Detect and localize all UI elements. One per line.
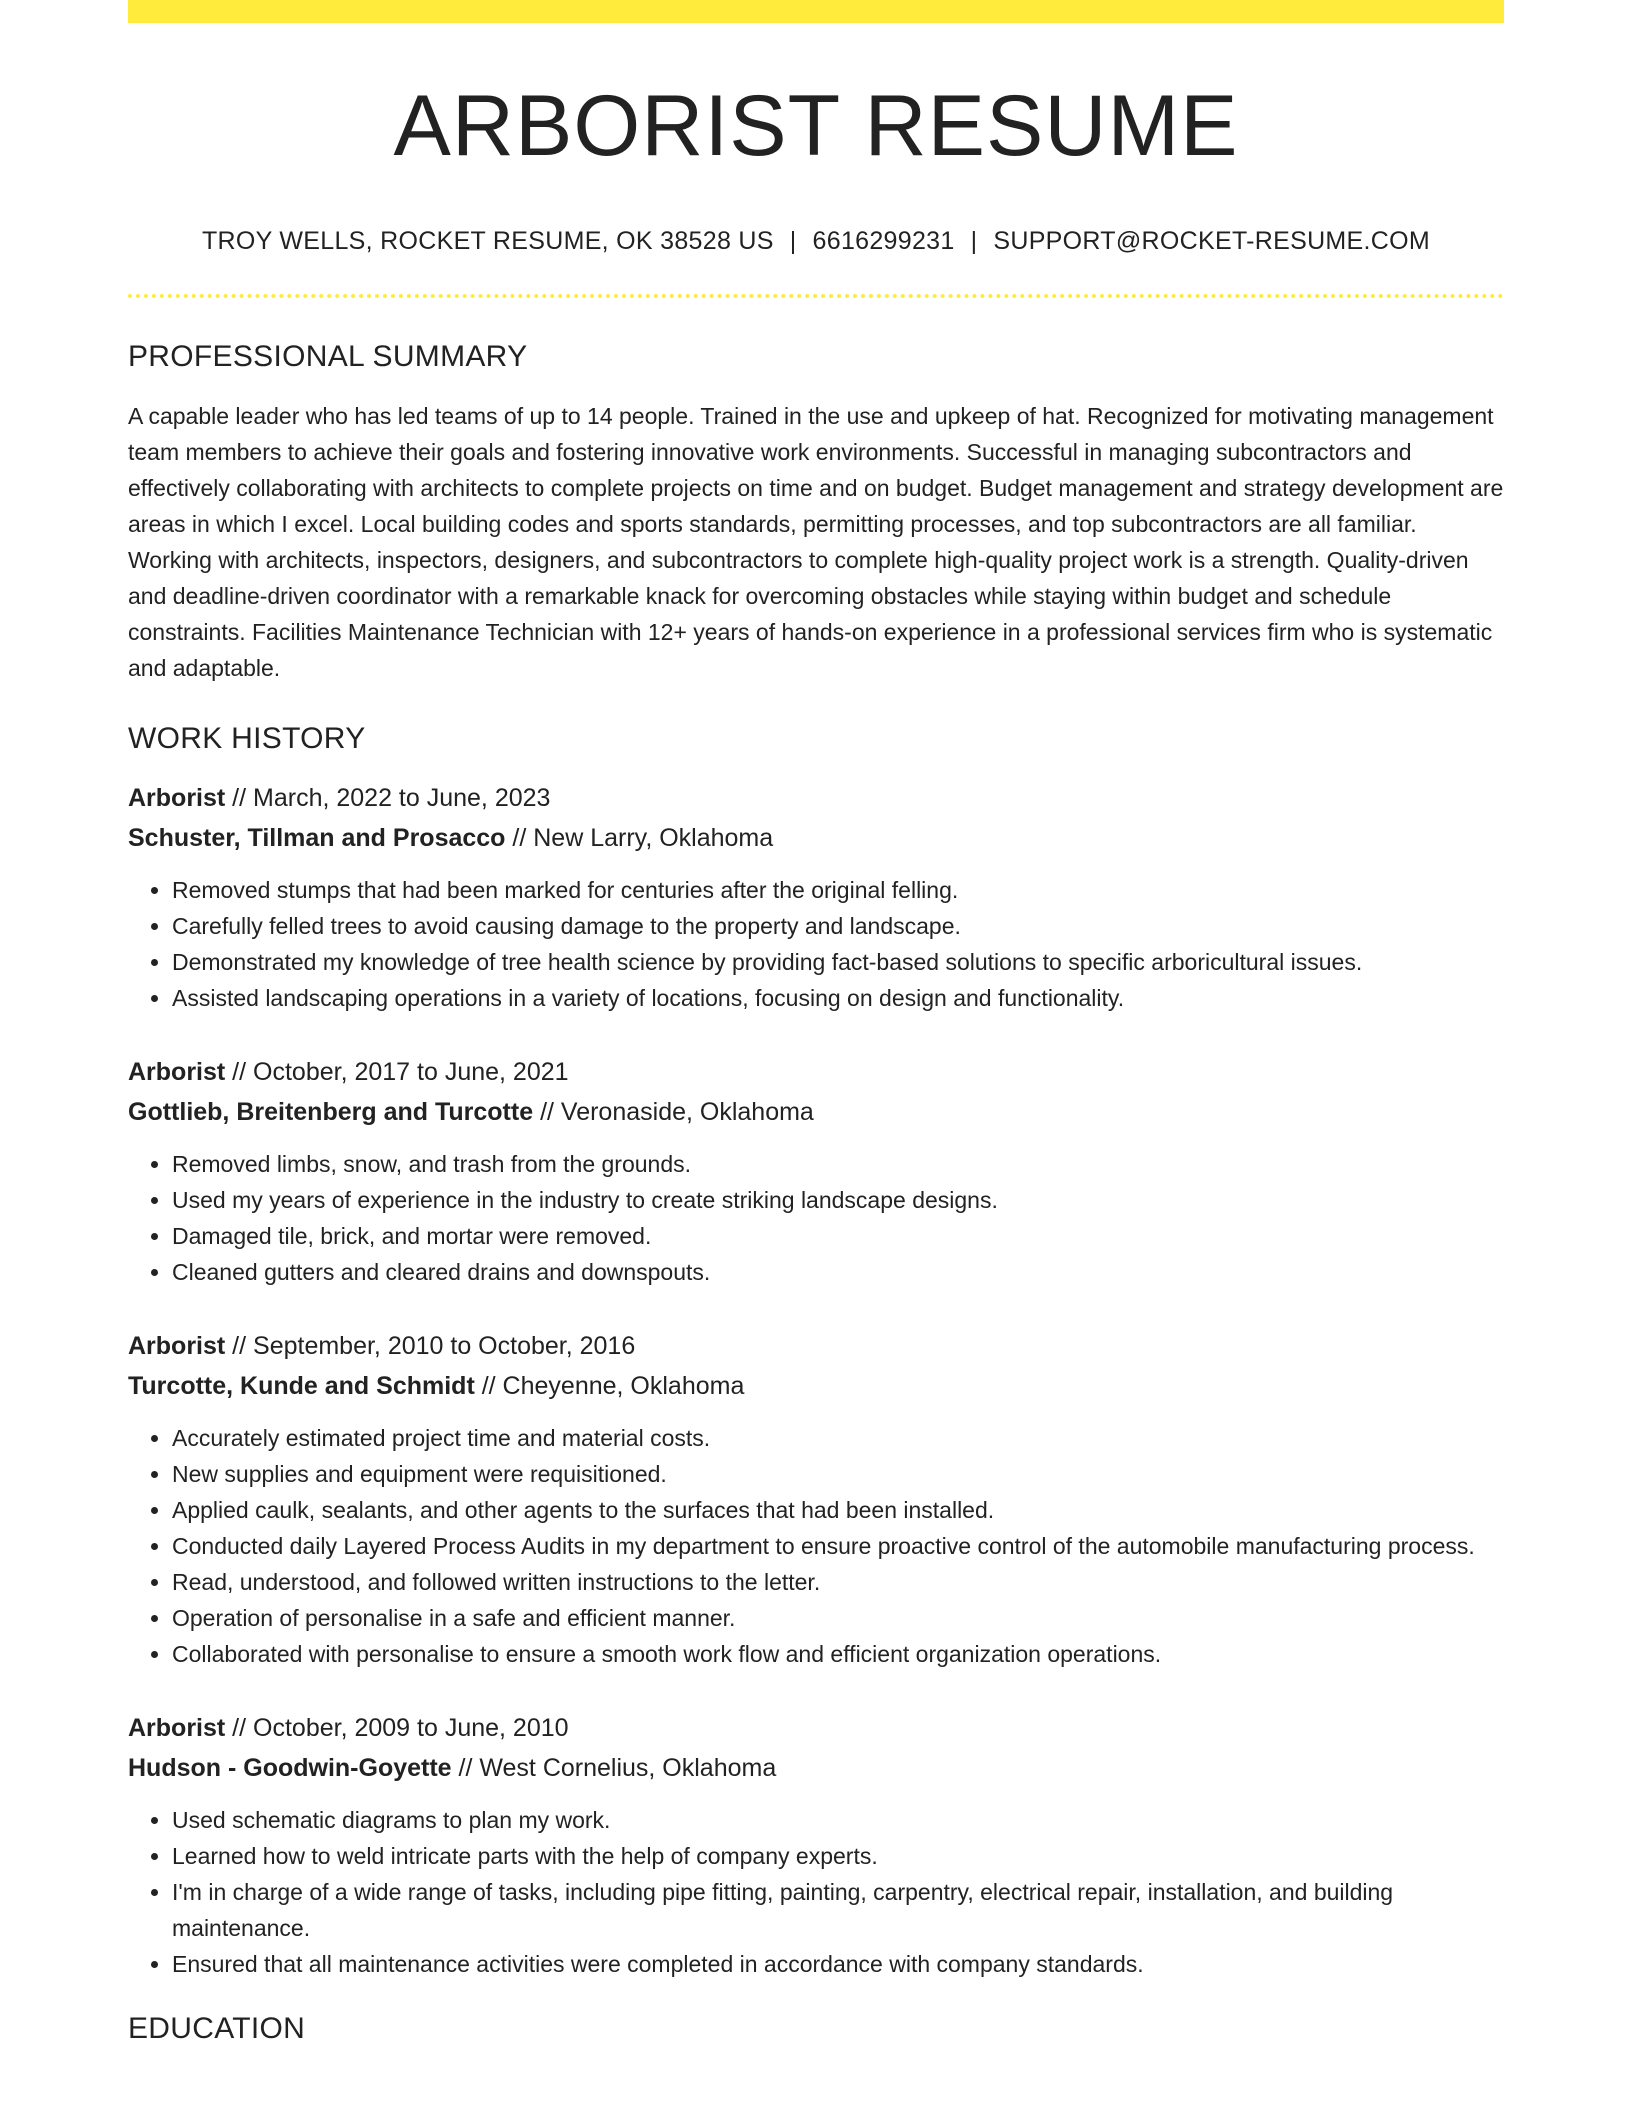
job-entry: [128, 1052, 1504, 1290]
job-company-line: [128, 818, 1504, 858]
work-history-list: [128, 778, 1504, 1982]
job-company: Turcotte, Kunde and Schmidt: [128, 1372, 475, 1401]
job-company-line: [128, 1366, 1504, 1406]
job-bullet: • Carefully felled trees to avoid causing damage to the property and landscape.: [172, 908, 1504, 944]
job-bullet: • New supplies and equipment were requisitioned.: [172, 1456, 1504, 1492]
contact-phone: 6616299231: [812, 227, 955, 256]
job-location: // Cheyenne, Oklahoma: [474, 1372, 745, 1401]
job-bullet: • Accurately estimated project time and material costs.: [172, 1420, 1504, 1456]
contact-email: SUPPORT@ROCKET-RESUME.COM: [993, 227, 1431, 256]
job-bullets: [128, 1802, 1504, 1982]
job-dates: // October, 2009 to June, 2010: [225, 1714, 569, 1743]
job-title-line: [128, 1708, 1504, 1748]
summary-text: A capable leader who has led teams of up to 14 people. Trained in the use and upkeep of hat. Recognized for motivating management team members to achieve their goals and fostering innovative work environments. Successful in managing subcontractors and effectively collaborating with architects to complete projects on time and on budget. Budget management and strategy development are areas in which I excel. Local building codes and sports standards, permitting processes, and top subcontractors are all familiar. Working with architects, inspectors, designers, and subcontractors to complete high-quality project work is a strength. Quality-driven and deadline-driven coordinator with a remarkable knack for overcoming obstacles while staying within budget and schedule constraints. Facilities Maintenance Technician with 12+ years of hands-on experience in a professional services firm who is systematic and adaptable.: [128, 403, 1504, 682]
job-bullet: • Ensured that all maintenance activities were completed in accordance with company standards.: [172, 1946, 1504, 1982]
job-title: Arborist: [128, 784, 226, 813]
contact-separator: |: [970, 227, 978, 256]
job-bullet: • Removed stumps that had been marked for centuries after the original felling.: [172, 872, 1504, 908]
job-bullets: [128, 1146, 1504, 1290]
resume-title: ARBORIST RESUME: [393, 78, 1239, 174]
job-company-line: [128, 1092, 1504, 1132]
job-dates: // October, 2017 to June, 2021: [225, 1058, 569, 1087]
accent-bar: [128, 0, 1504, 23]
job-bullet: • Conducted daily Layered Process Audits in my department to ensure proactive control of the automobile manufacturing process.: [172, 1528, 1504, 1564]
job-company: Gottlieb, Breitenberg and Turcotte: [128, 1098, 534, 1127]
job-dates: // September, 2010 to October, 2016: [225, 1332, 636, 1361]
job-bullet: • Cleaned gutters and cleared drains and downspouts.: [172, 1254, 1504, 1290]
job-bullet: • Collaborated with personalise to ensure a smooth work flow and efficient organization operations.: [172, 1636, 1504, 1672]
job-bullet: • Used my years of experience in the industry to create striking landscape designs.: [172, 1182, 1504, 1218]
job-title-line: [128, 1052, 1504, 1092]
summary-heading: PROFESSIONAL SUMMARY: [128, 340, 528, 374]
job-title: Arborist: [128, 1332, 226, 1361]
job-title-line: [128, 778, 1504, 818]
job-bullet: • Assisted landscaping operations in a variety of locations, focusing on design and functionality.: [172, 980, 1504, 1016]
job-bullets: [128, 872, 1504, 1016]
contact-separator: |: [789, 227, 797, 256]
job-bullet: • Removed limbs, snow, and trash from the grounds.: [172, 1146, 1504, 1182]
job-bullet: • Demonstrated my knowledge of tree health science by providing fact-based solutions to specific arboricultural issues.: [172, 944, 1504, 980]
job-location: // New Larry, Oklahoma: [505, 824, 774, 853]
contact-line: [128, 227, 1504, 256]
job-entry: [128, 1326, 1504, 1672]
job-company: Schuster, Tillman and Prosacco: [128, 824, 506, 853]
job-location: // West Cornelius, Oklahoma: [451, 1754, 777, 1783]
dotted-divider: [128, 294, 1504, 298]
work-history-heading: WORK HISTORY: [128, 722, 366, 756]
job-dates: // March, 2022 to June, 2023: [225, 784, 551, 813]
job-entry: [128, 778, 1504, 1016]
job-location: // Veronaside, Oklahoma: [533, 1098, 814, 1127]
resume-page: [128, 0, 1504, 2046]
job-bullet: • Learned how to weld intricate parts with the help of company experts.: [172, 1838, 1504, 1874]
contact-address: TROY WELLS, ROCKET RESUME, OK 38528 US: [201, 227, 774, 256]
job-bullet: • Damaged tile, brick, and mortar were removed.: [172, 1218, 1504, 1254]
job-title-line: [128, 1326, 1504, 1366]
job-bullet: • Used schematic diagrams to plan my work.: [172, 1802, 1504, 1838]
job-bullet: • Read, understood, and followed written instructions to the letter.: [172, 1564, 1504, 1600]
job-bullet: • Applied caulk, sealants, and other agents to the surfaces that had been installed.: [172, 1492, 1504, 1528]
job-bullet: • Operation of personalise in a safe and efficient manner.: [172, 1600, 1504, 1636]
job-title: Arborist: [128, 1058, 226, 1087]
education-heading: EDUCATION: [128, 2012, 306, 2046]
job-title: Arborist: [128, 1714, 226, 1743]
job-entry: [128, 1708, 1504, 1982]
job-bullets: [128, 1420, 1504, 1672]
job-bullet: • I'm in charge of a wide range of tasks, including pipe fitting, painting, carpentry, electrical repair, installation, and building maintenance.: [172, 1874, 1504, 1946]
job-company: Hudson - Goodwin-Goyette: [128, 1754, 452, 1783]
job-company-line: [128, 1748, 1504, 1788]
